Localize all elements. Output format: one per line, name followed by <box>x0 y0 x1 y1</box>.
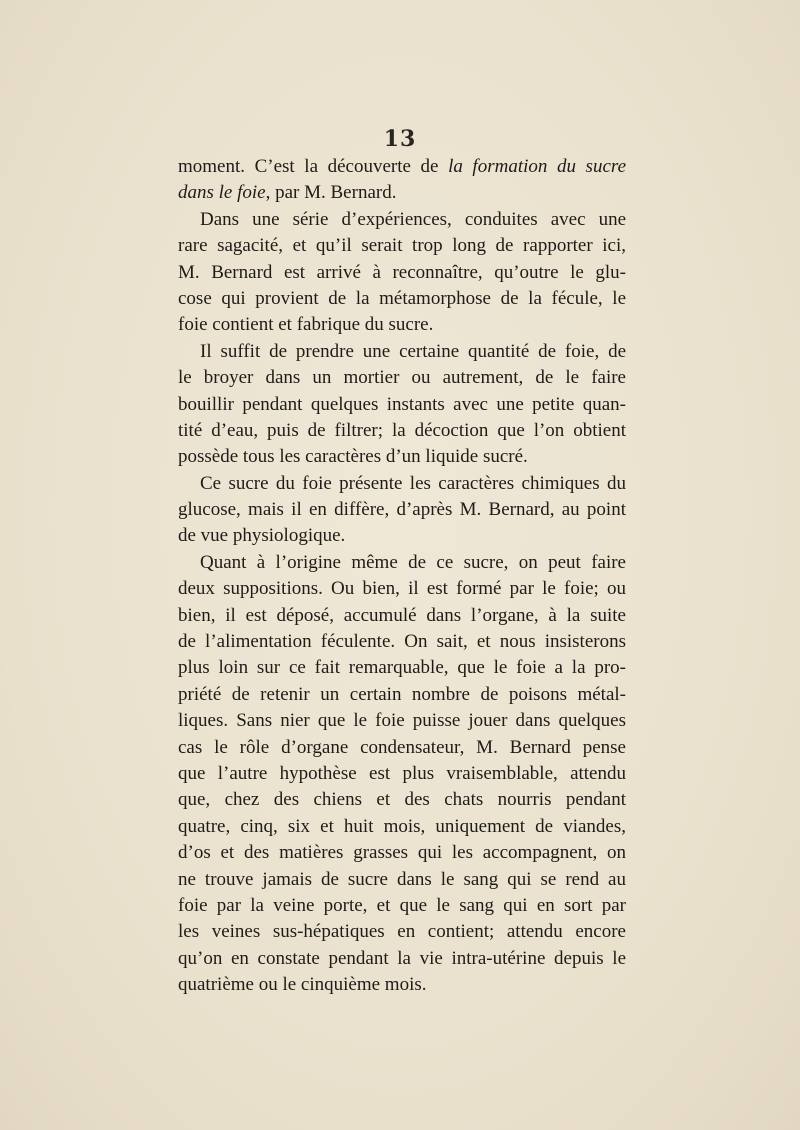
text-line <box>178 286 626 312</box>
text-segment: de l’alimentation féculente. On sait, et nous insisterons <box>178 631 626 653</box>
text-line <box>178 893 626 919</box>
text-line <box>178 418 626 444</box>
text-line <box>178 629 626 655</box>
text-line <box>178 180 626 206</box>
text-segment: foie contient et fabrique du sucre. <box>178 314 434 336</box>
text-segment: plus loin sur ce fait remarquable, que le foie a la pro- <box>178 657 626 679</box>
text-segment: possède tous les caractères d’un liquide sucré. <box>178 446 528 468</box>
text-line <box>178 523 626 549</box>
text-line <box>178 735 626 761</box>
text-line <box>178 154 626 180</box>
text-line <box>178 365 626 391</box>
text-segment: foie par la veine porte, et que le sang qui en sort par <box>178 894 626 916</box>
body-text <box>178 154 626 999</box>
text-segment: moment. C’est la découverte de <box>178 156 449 177</box>
text-line <box>178 471 626 497</box>
text-segment: les veines sus-hépatiques en contient; attendu encore <box>178 921 626 943</box>
text-line <box>178 708 626 734</box>
text-line <box>178 312 626 338</box>
text-segment: de vue physiologique. <box>178 525 346 547</box>
text-line <box>178 946 626 972</box>
text-segment: liques. Sans nier que le foie puisse jouer dans quelques <box>178 710 626 732</box>
text-line <box>178 550 626 576</box>
text-segment: rare sagacité, et qu’il serait trop long de rapporter ici, <box>178 235 626 257</box>
text-segment: tité d’eau, puis de filtrer; la décoction que l’on obtient <box>178 419 626 441</box>
text-line <box>178 497 626 523</box>
text-line <box>178 339 626 365</box>
text-segment: glucose, mais il en diffère, d’après M. Bernard, au point <box>178 499 626 521</box>
text-segment: quatrième ou le cinquième mois. <box>178 974 427 996</box>
text-segment: cose qui provient de la métamorphose de la fécule, le <box>178 287 626 309</box>
text-segment: deux suppositions. Ou bien, il est formé par le foie; ou <box>178 578 626 600</box>
text-segment: quatre, cinq, six et huit mois, uniquement de viandes, <box>178 815 626 837</box>
text-segment: ne trouve jamais de sucre dans le sang qui se rend au <box>178 868 626 890</box>
text-segment: Dans une série d’expériences, conduites avec une <box>200 208 626 230</box>
text-segment: que, chez des chiens et des chats nourris pendant <box>178 789 626 811</box>
text-line <box>178 207 626 233</box>
italic-text: dans le foie <box>178 182 266 204</box>
text-line <box>178 919 626 945</box>
text-segment: qu’on en constate pendant la vie intra-utérine depuis le <box>178 947 626 969</box>
text-line <box>178 787 626 813</box>
text-line <box>178 576 626 602</box>
text-line <box>178 655 626 681</box>
text-line <box>178 867 626 893</box>
text-line <box>178 233 626 259</box>
text-line <box>178 392 626 418</box>
text-segment: priété de retenir un certain nombre de poisons métal- <box>178 683 626 705</box>
text-line <box>178 761 626 787</box>
text-segment: d’os et des matières grasses qui les accompagnent, on <box>178 842 626 864</box>
text-line <box>178 814 626 840</box>
text-line <box>178 972 626 998</box>
text-segment: le broyer dans un mortier ou autrement, de le faire <box>178 367 626 389</box>
text-line <box>178 260 626 286</box>
italic-text: la formation du sucre <box>448 156 627 177</box>
text-line <box>178 603 626 629</box>
text-segment: M. Bernard est arrivé à reconnaître, qu’outre le glu- <box>178 261 626 283</box>
text-segment: Il suffit de prendre une certaine quantité de foie, de <box>200 340 626 362</box>
text-line <box>178 840 626 866</box>
text-segment: que l’autre hypothèse est plus vraisemblable, attendu <box>178 762 626 784</box>
page-number: 13 <box>383 126 417 152</box>
text-segment: cas le rôle d’organe condensateur, M. Bernard pense <box>178 736 626 758</box>
text-segment: Quant à l’origine même de ce sucre, on peut faire <box>200 551 626 573</box>
text-segment: bouillir pendant quelques instants avec une petite quan- <box>178 393 626 415</box>
text-line <box>178 444 626 470</box>
text-line <box>178 682 626 708</box>
text-segment: Ce sucre du foie présente les caractères chimiques du <box>200 472 626 494</box>
text-segment: , par M. Bernard. <box>265 182 397 204</box>
text-segment: bien, il est déposé, accumulé dans l’organe, à la suite <box>178 604 626 626</box>
